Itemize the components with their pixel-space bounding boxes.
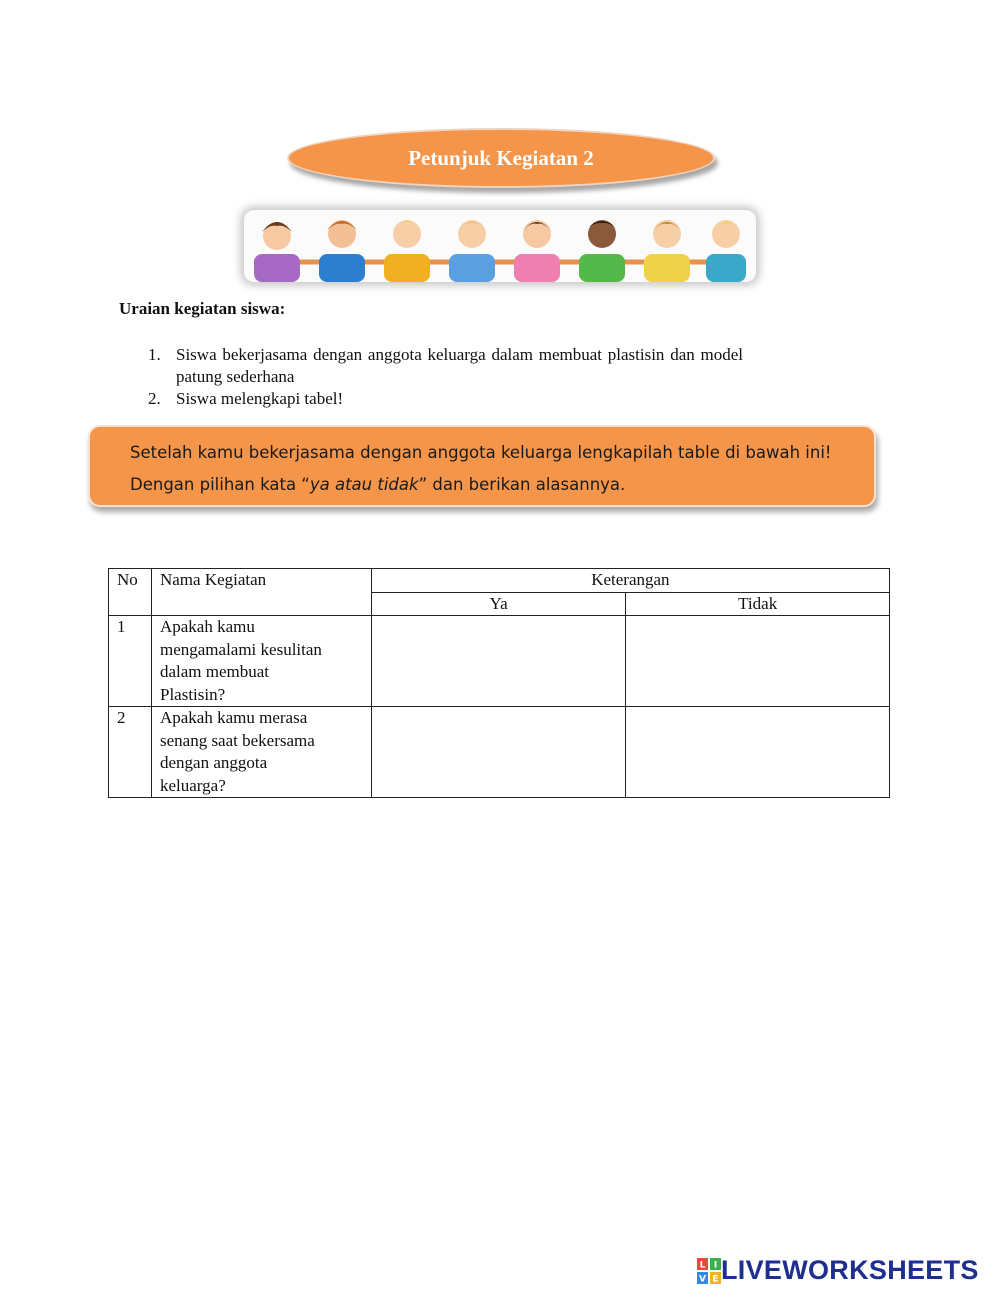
section-heading: Uraian kegiatan siswa: bbox=[119, 299, 286, 318]
activity-title-banner bbox=[287, 128, 715, 188]
steps-list bbox=[148, 344, 743, 410]
answer-ya-cell[interactable] bbox=[371, 616, 626, 707]
activity-line: Apakah kamu merasa bbox=[159, 708, 308, 727]
logo-letter: I bbox=[713, 1260, 718, 1270]
step-item bbox=[148, 388, 743, 410]
instruction-text-end: ” dan berikan alasannya. bbox=[418, 475, 626, 494]
header-tidak: Tidak bbox=[626, 592, 890, 616]
activity-line: dalam membuat bbox=[159, 662, 270, 681]
row-activity bbox=[151, 616, 371, 707]
logo-letter: V bbox=[699, 1274, 706, 1284]
table-row bbox=[109, 616, 890, 707]
answer-tidak-cell[interactable] bbox=[626, 616, 890, 707]
children-illustration bbox=[244, 210, 756, 282]
logo-text: LIVEWORKSHEETS bbox=[721, 1255, 979, 1285]
row-activity bbox=[151, 707, 371, 798]
row-number: 2 bbox=[109, 707, 152, 798]
header-keterangan: Keterangan bbox=[371, 569, 889, 593]
answer-tidak-cell[interactable] bbox=[626, 707, 890, 798]
activity-line: dengan anggota bbox=[159, 753, 268, 772]
step-item bbox=[148, 344, 743, 388]
step-number: 1. bbox=[148, 345, 161, 364]
logo-letter: L bbox=[699, 1260, 706, 1270]
activity-line: mengamalami kesulitan bbox=[159, 639, 322, 659]
liveworksheets-logo bbox=[697, 1255, 979, 1286]
activity-line: senang saat bekersama bbox=[159, 730, 315, 750]
activity-line: keluarga? bbox=[159, 775, 226, 795]
activity-line: Plastisin? bbox=[159, 684, 226, 704]
instruction-text: Setelah kamu bekerjasama dengan anggota keluarga lengkapilah table di bawah ini! Dengan pilihan kata “ bbox=[130, 443, 832, 494]
header-activity-name: Nama Kegiatan bbox=[151, 569, 371, 616]
instruction-box bbox=[88, 425, 876, 507]
table-row bbox=[109, 707, 890, 798]
row-number: 1 bbox=[109, 616, 152, 707]
activity-line: Apakah kamu bbox=[159, 617, 255, 636]
step-text: Siswa bekerjasama dengan anggota keluarga dalam membuat plastisin dan model patung sederhana bbox=[176, 345, 743, 386]
step-number: 2. bbox=[148, 389, 161, 408]
logo-letter: E bbox=[712, 1274, 719, 1284]
children-illustration-icon bbox=[244, 210, 756, 282]
answer-ya-cell[interactable] bbox=[371, 707, 626, 798]
step-text: Siswa melengkapi tabel! bbox=[176, 389, 344, 408]
header-ya: Ya bbox=[371, 592, 626, 616]
liveworksheets-logo-icon bbox=[697, 1258, 721, 1284]
instruction-emphasis: ya atau tidak bbox=[309, 475, 419, 494]
page-title: Petunjuk Kegiatan 2 bbox=[408, 145, 594, 170]
activity-table bbox=[108, 568, 890, 798]
header-no: No bbox=[109, 569, 152, 616]
table-header-row bbox=[109, 569, 890, 593]
